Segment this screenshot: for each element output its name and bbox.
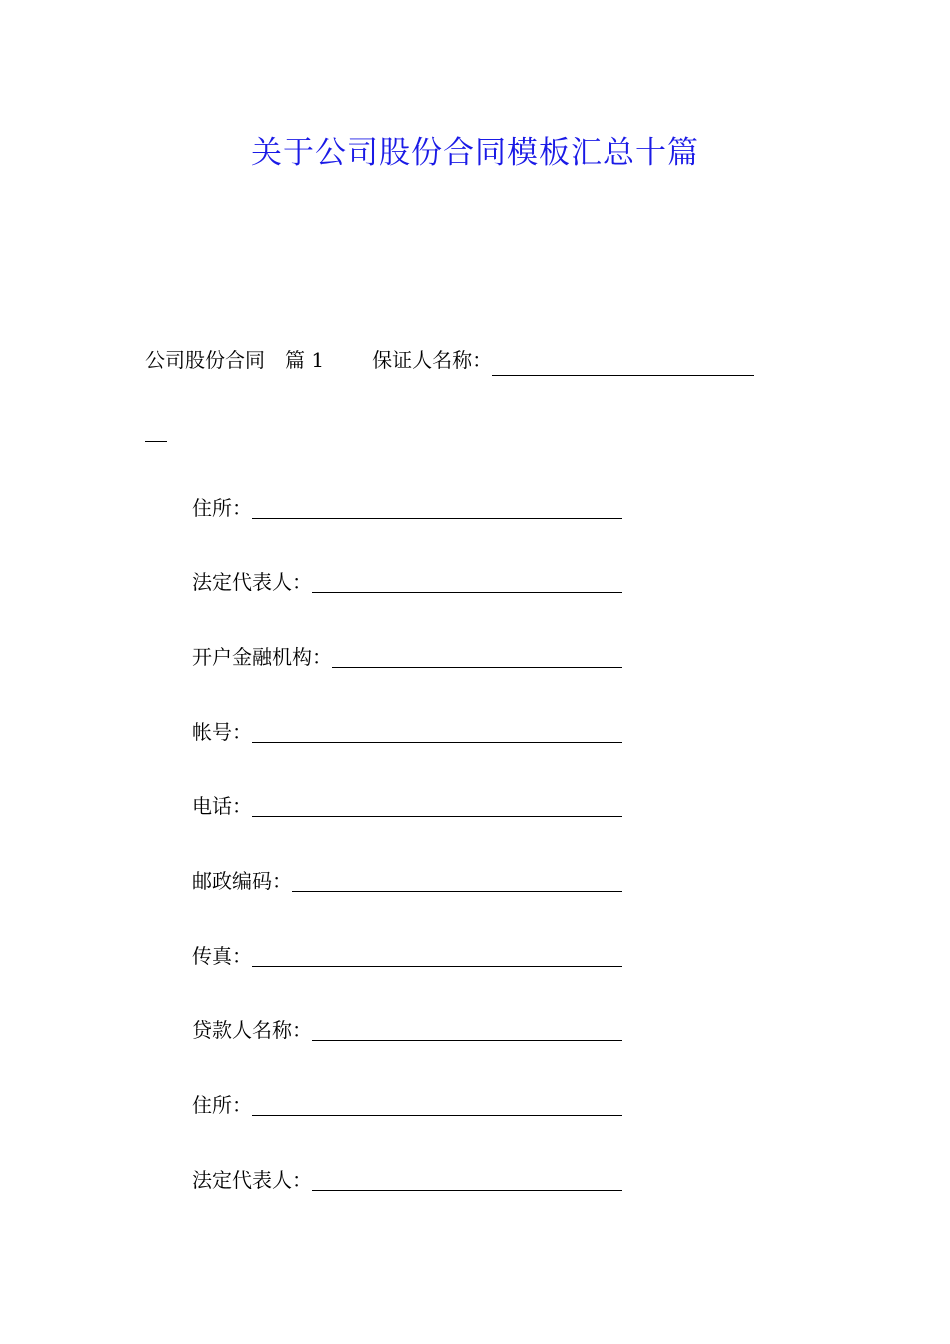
field-row-guarantor-phone [192, 786, 622, 826]
field-label: 帐号： [192, 720, 252, 744]
document-title: 关于公司股份合同模板汇总十篇 [251, 135, 699, 171]
field-label: 法定代表人： [192, 1168, 312, 1192]
field-row-guarantor-postcode [192, 861, 622, 901]
field-blank [312, 592, 622, 593]
field-blank [252, 816, 622, 817]
section-name: 公司股份合同 [145, 348, 265, 372]
field-label: 传真： [192, 944, 252, 968]
field-label: 邮政编码： [192, 869, 292, 893]
guarantor-name-blank-continuation [145, 441, 167, 442]
field-label: 法定代表人： [192, 570, 312, 594]
field-blank [252, 742, 622, 743]
section-intro-line [145, 340, 810, 380]
field-label: 贷款人名称： [192, 1018, 312, 1042]
field-blank [252, 518, 622, 519]
field-row-guarantor-address [192, 488, 622, 528]
field-blank [252, 966, 622, 967]
field-row-guarantor-legal-rep [192, 562, 622, 602]
field-blank [332, 667, 622, 668]
field-label: 开户金融机构： [192, 645, 332, 669]
field-blank [252, 1115, 622, 1116]
field-row-lender-legal-rep [192, 1160, 622, 1200]
field-blank [312, 1040, 622, 1041]
field-label: 住所： [192, 496, 252, 520]
guarantor-name-label: 保证人名称： [372, 348, 493, 372]
field-row-lender-name [192, 1010, 622, 1050]
field-row-guarantor-account [192, 712, 622, 752]
field-row-lender-address [192, 1085, 622, 1125]
field-row-guarantor-fax [192, 936, 622, 976]
section-number: 篇 1 [285, 348, 325, 372]
guarantor-name-blank [492, 375, 754, 376]
field-blank [292, 891, 622, 892]
field-label: 电话： [192, 794, 252, 818]
field-label: 住所： [192, 1093, 252, 1117]
field-row-guarantor-bank [192, 637, 622, 677]
field-blank [312, 1190, 622, 1191]
